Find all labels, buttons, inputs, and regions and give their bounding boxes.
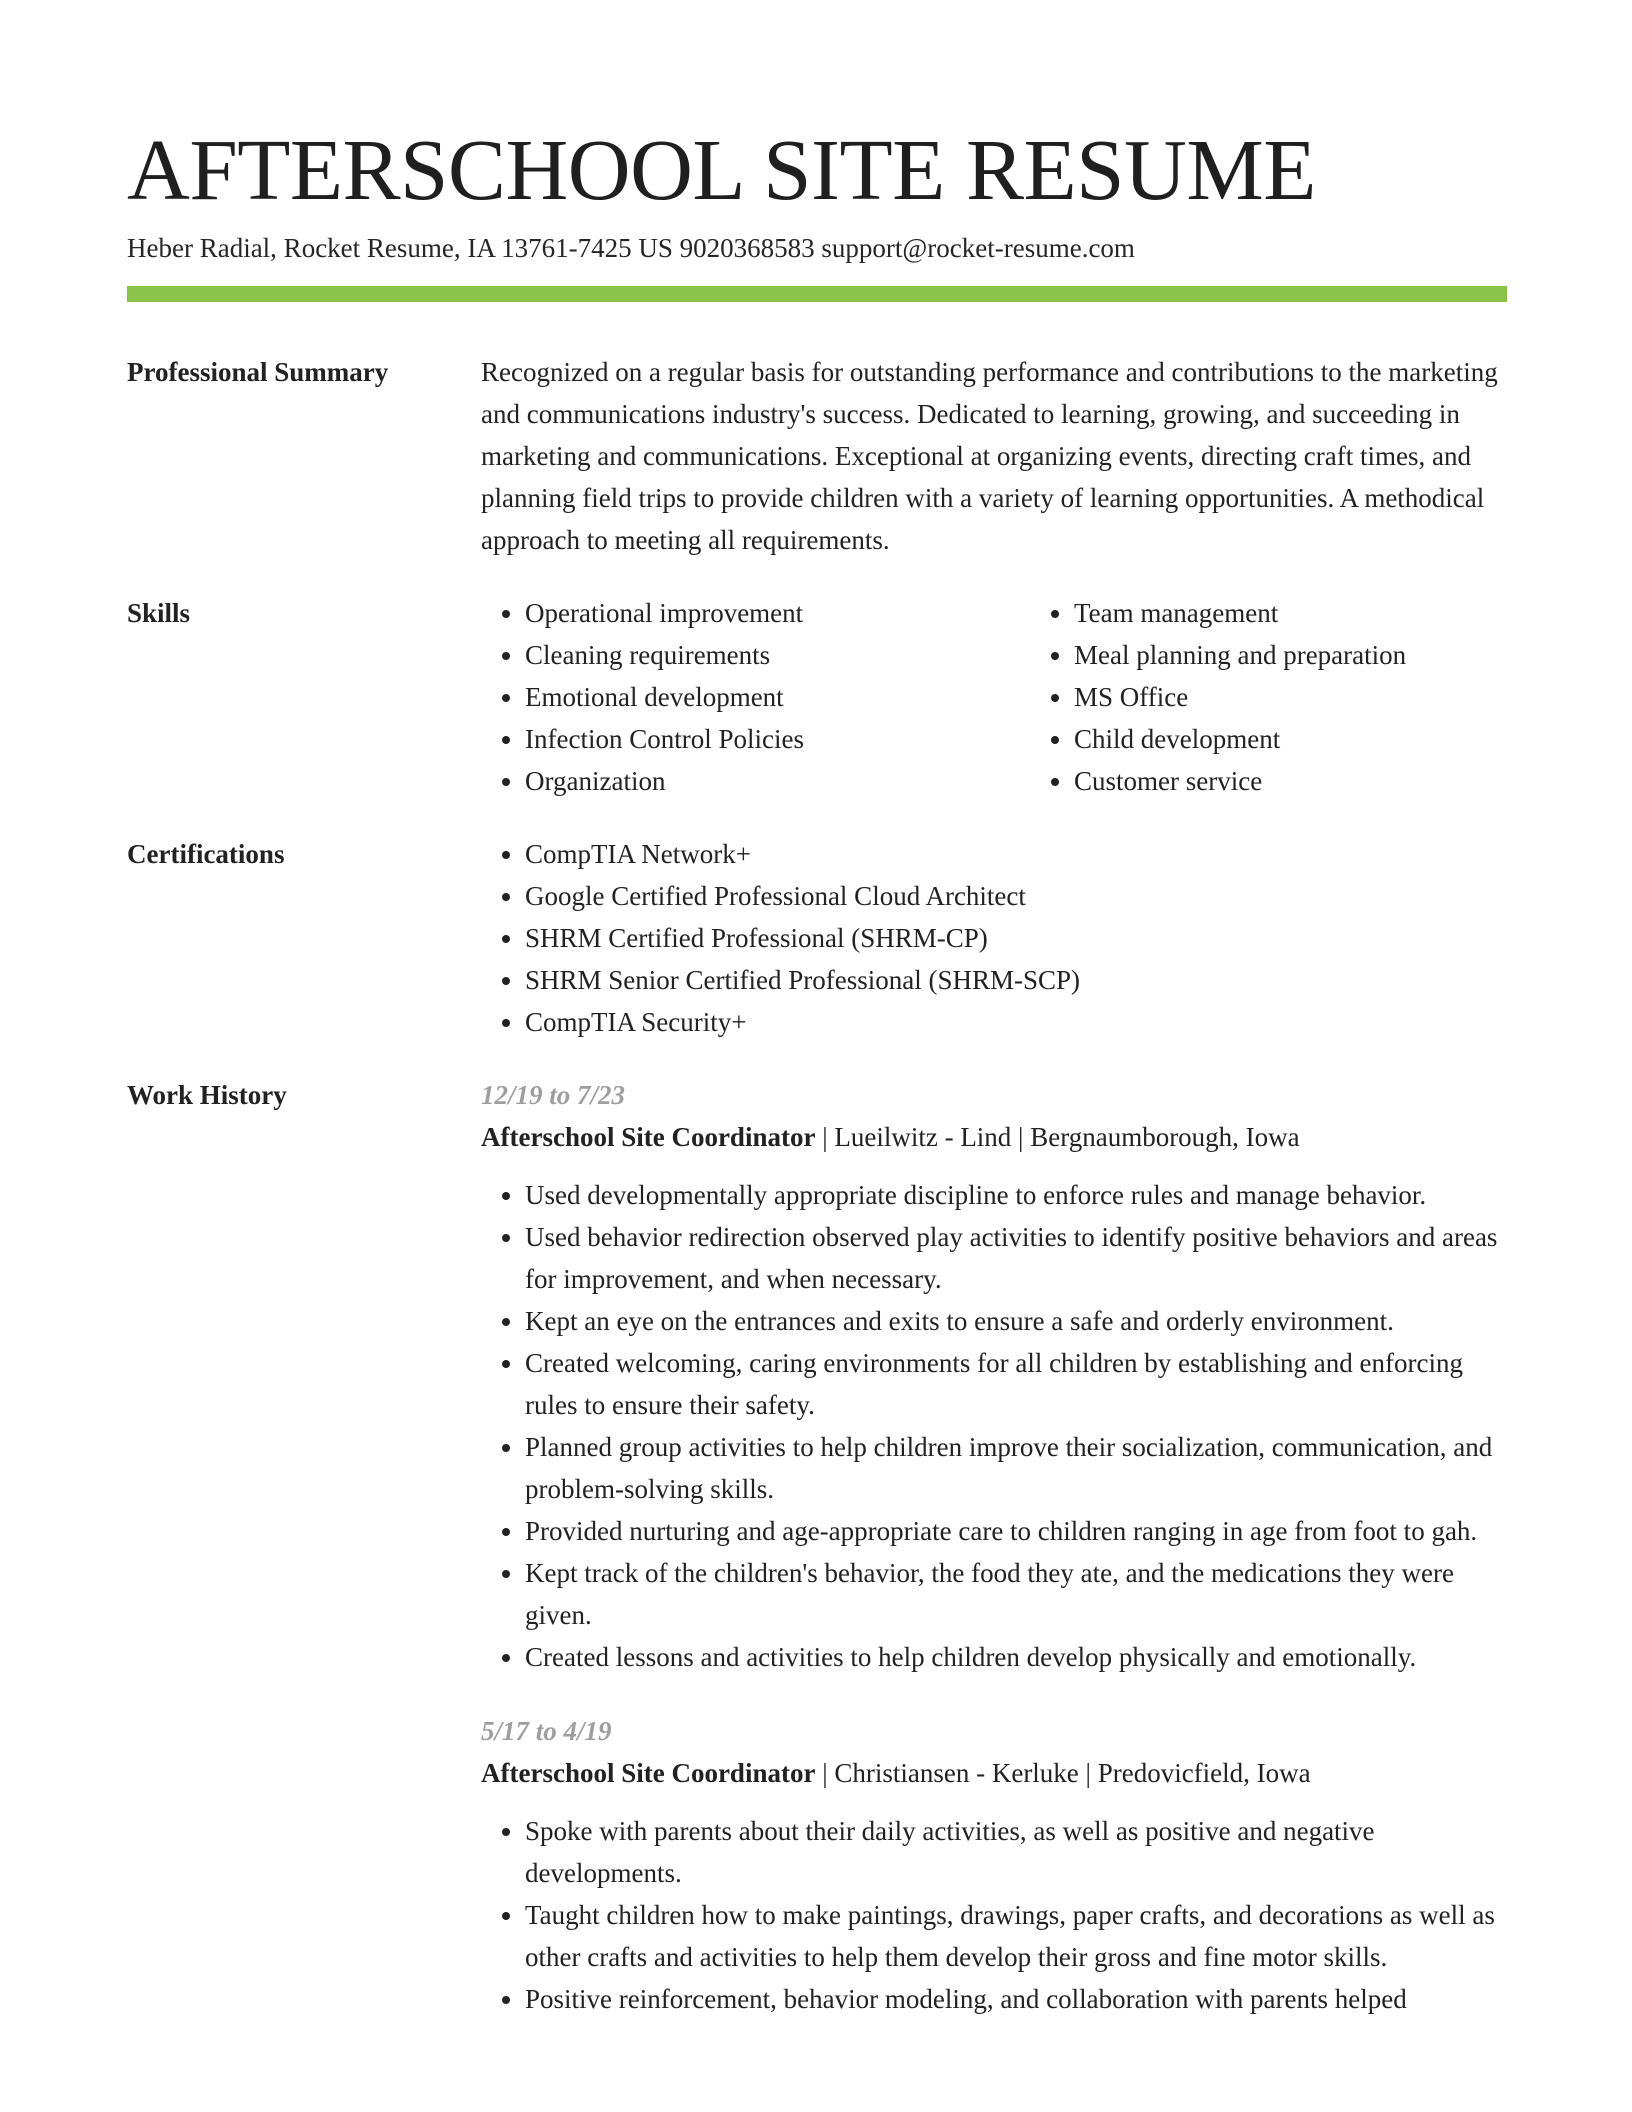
certification-item: • SHRM Senior Certified Professional (SHRM-SCP) <box>525 959 1507 1001</box>
certification-item: • Google Certified Professional Cloud Architect <box>525 875 1507 917</box>
summary-text: Recognized on a regular basis for outstanding performance and contributions to the marketing and communications industry's success. Dedicated to learning, growing, and succeeding in marketing and communications. Exceptional at organizing events, directing craft times, and planning field trips to provide children with a variety of learning opportunities. A methodical approach to meeting all requirements. <box>481 357 1498 555</box>
work-history-body <box>481 1074 1507 2052</box>
job-bullet: • Created lessons and activities to help children develop physically and emotionally. <box>525 1636 1507 1678</box>
job-bullet: • Positive reinforcement, behavior modeling, and collaboration with parents helped <box>525 1978 1507 2020</box>
section-certifications <box>127 833 1507 1043</box>
job-bullet: • Kept track of the children's behavior, the food they ate, and the medications they were given. <box>525 1552 1507 1636</box>
job-bullet: • Spoke with parents about their daily activities, as well as positive and negative developments. <box>525 1810 1507 1894</box>
certification-item: • CompTIA Network+ <box>525 833 1507 875</box>
job-bullet: • Kept an eye on the entrances and exits to ensure a safe and orderly environment. <box>525 1300 1507 1342</box>
job-dates: 12/19 to 7/23 <box>481 1080 626 1110</box>
job-dates: 5/17 to 4/19 <box>481 1716 612 1746</box>
job-bullet: • Created welcoming, caring environments for all children by establishing and enforcing rules to ensure their safety. <box>525 1342 1507 1426</box>
section-label-skills: Skills <box>127 598 191 628</box>
job-bullets <box>481 1810 1507 2020</box>
job-details: | Christiansen - Kerluke | Predovicfield, Iowa <box>815 1758 1311 1788</box>
skill-item: • Customer service <box>1074 760 1579 802</box>
job-bullet: • Planned group activities to help children improve their socialization, communication, and problem-solving skills. <box>525 1426 1507 1510</box>
section-label-certifications: Certifications <box>127 839 285 869</box>
skill-item: • Emotional development <box>525 676 1030 718</box>
skills-list-right <box>1030 592 1579 802</box>
job-entry <box>481 1710 1507 2020</box>
skill-item: • Meal planning and preparation <box>1074 634 1579 676</box>
skill-item: • MS Office <box>1074 676 1579 718</box>
skill-item: • Child development <box>1074 718 1579 760</box>
skill-item: • Cleaning requirements <box>525 634 1030 676</box>
section-label-summary: Professional Summary <box>127 357 389 387</box>
skills-body <box>481 592 1579 802</box>
job-title: Afterschool Site Coordinator <box>481 1122 816 1152</box>
section-skills <box>127 592 1507 802</box>
job-bullet: • Taught children how to make paintings, drawings, paper crafts, and decorations as well as other crafts and activities to help them develop their gross and fine motor skills. <box>525 1894 1507 1978</box>
skill-item: • Team management <box>1074 592 1579 634</box>
certification-item: • SHRM Certified Professional (SHRM-CP) <box>525 917 1507 959</box>
accent-divider <box>127 286 1507 302</box>
skill-item: • Organization <box>525 760 1030 802</box>
job-entry <box>481 1074 1507 1678</box>
section-work-history <box>127 1074 1507 2052</box>
job-heading <box>481 1752 1507 1794</box>
resume-sections <box>127 351 1507 2083</box>
job-heading <box>481 1116 1507 1158</box>
summary-body <box>481 351 1507 561</box>
section-professional-summary <box>127 351 1507 561</box>
skill-item: • Infection Control Policies <box>525 718 1030 760</box>
skills-list-left <box>481 592 1030 802</box>
job-details: | Lueilwitz - Lind | Bergnaumborough, Iowa <box>815 1122 1300 1152</box>
job-bullet: • Used developmentally appropriate discipline to enforce rules and manage behavior. <box>525 1174 1507 1216</box>
certifications-body <box>481 833 1507 1043</box>
certifications-list <box>481 833 1507 1043</box>
certification-item: • CompTIA Security+ <box>525 1001 1507 1043</box>
job-bullet: • Used behavior redirection observed play activities to identify positive behaviors and areas for improvement, and when necessary. <box>525 1216 1507 1300</box>
job-bullets <box>481 1174 1507 1678</box>
job-title: Afterschool Site Coordinator <box>481 1758 816 1788</box>
skills-grid <box>481 592 1579 802</box>
resume-title: AFTERSCHOOL SITE RESUME <box>127 121 1316 218</box>
job-bullet: • Provided nurturing and age-appropriate care to children ranging in age from foot to gah. <box>525 1510 1507 1552</box>
contact-line: Heber Radial, Rocket Resume, IA 13761-7425 US 9020368583 support@rocket-resume.com <box>127 233 1135 263</box>
section-label-work-history: Work History <box>127 1080 287 1110</box>
skill-item: • Operational improvement <box>525 592 1030 634</box>
